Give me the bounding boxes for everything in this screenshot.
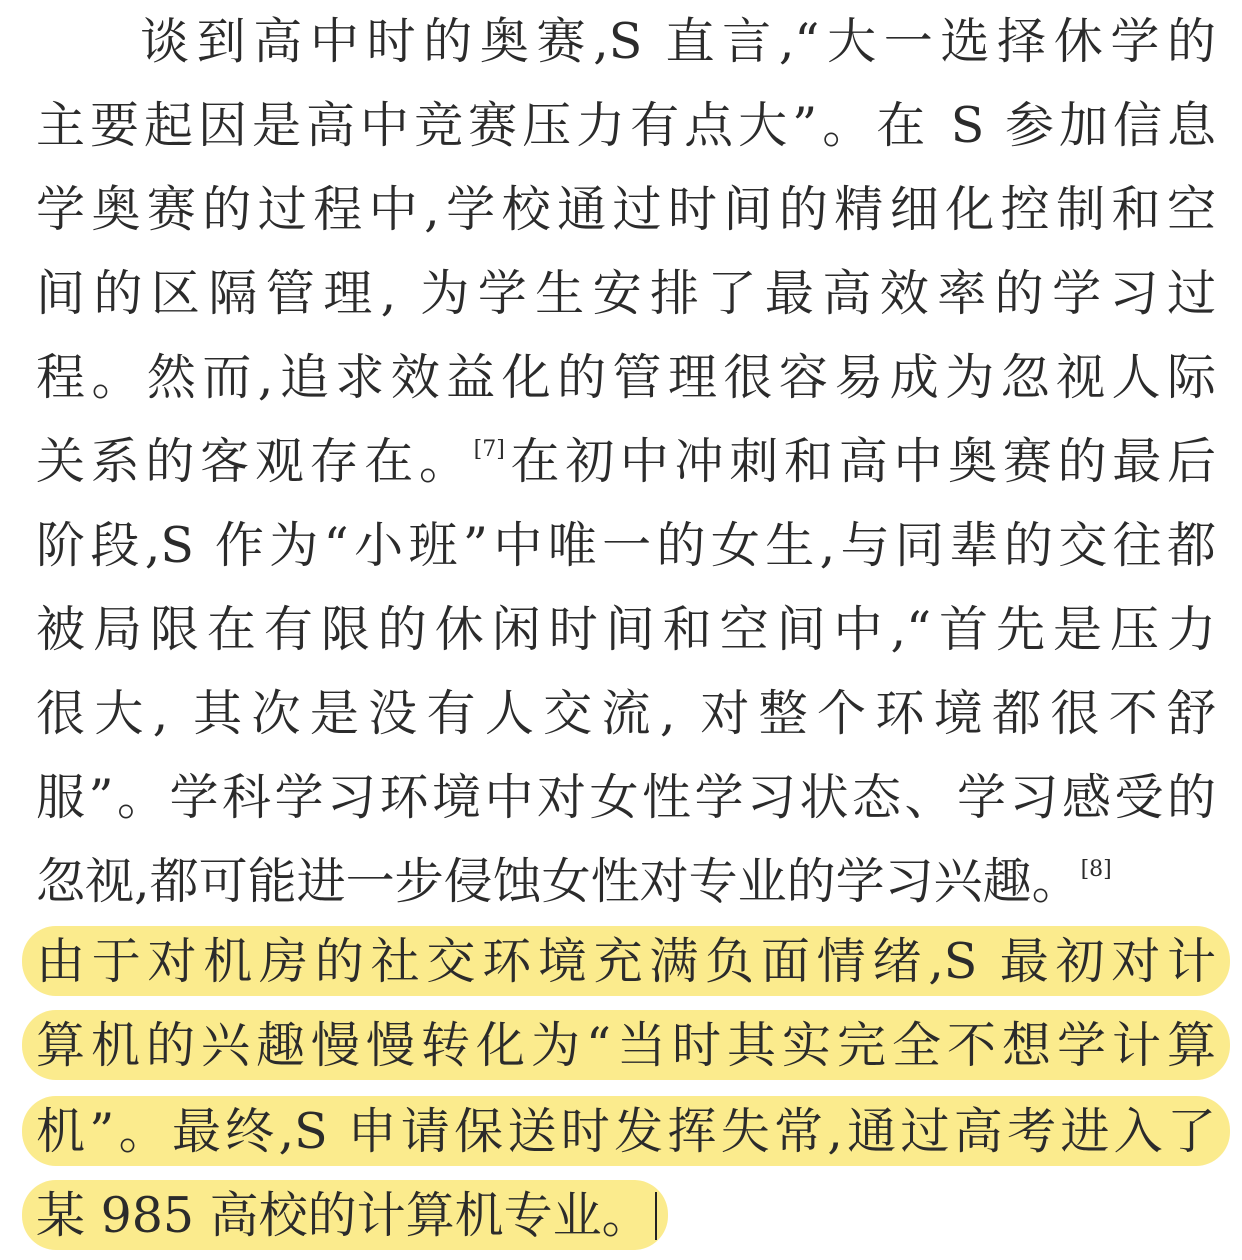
line-text: 忽视,都可能进一步侵蚀女性对专业的学习兴趣。 [36, 853, 1081, 910]
text-cursor [655, 1192, 657, 1240]
line-text: 在初中冲刺和高中奥赛的最后 [504, 433, 1216, 490]
paragraph-line: 间的区隔管理, 为学生安排了最高效率的学习过 [36, 265, 1216, 322]
paragraph-line: 学奥赛的过程中,学校通过时间的精细化控制和空 [36, 181, 1216, 238]
highlighted-line: 算机的兴趣慢慢转化为“当时其实完全不想学计算 [36, 1017, 1216, 1074]
paragraph-line [36, 420, 1216, 504]
paragraph-line: 程。然而,追求效益化的管理很容易成为忽视人际 [36, 349, 1216, 406]
line-text: 关系的客观存在。 [36, 433, 474, 490]
paragraph-line: 主要起因是高中竞赛压力有点大”。在 S 参加信息 [36, 97, 1216, 154]
line-text: 某 985 高校的计算机专业。 [36, 1187, 651, 1244]
highlighted-line: 机”。最终,S 申请保送时发挥失常,通过高考进入了 [36, 1103, 1216, 1160]
citation-8: [8] [1080, 857, 1112, 882]
paragraph-line: 谈到高中时的奥赛,S 直言,“大一选择休学的 [140, 13, 1216, 70]
highlighted-line: 由于对机房的社交环境充满负面情绪,S 最初对计 [36, 933, 1216, 990]
paragraph-line: 被局限在有限的休闲时间和空间中,“首先是压力 [36, 601, 1216, 658]
highlighted-line [36, 1174, 1216, 1258]
citation-7: [7] [473, 437, 505, 462]
paragraph-line: 服”。学科学习环境中对女性学习状态、学习感受的 [36, 769, 1216, 826]
paragraph-line: 很大, 其次是没有人交流, 对整个环境都很不舒 [36, 685, 1216, 742]
paragraph-line [36, 840, 1216, 924]
paragraph-line: 阶段,S 作为“小班”中唯一的女生,与同辈的交往都 [36, 517, 1216, 574]
